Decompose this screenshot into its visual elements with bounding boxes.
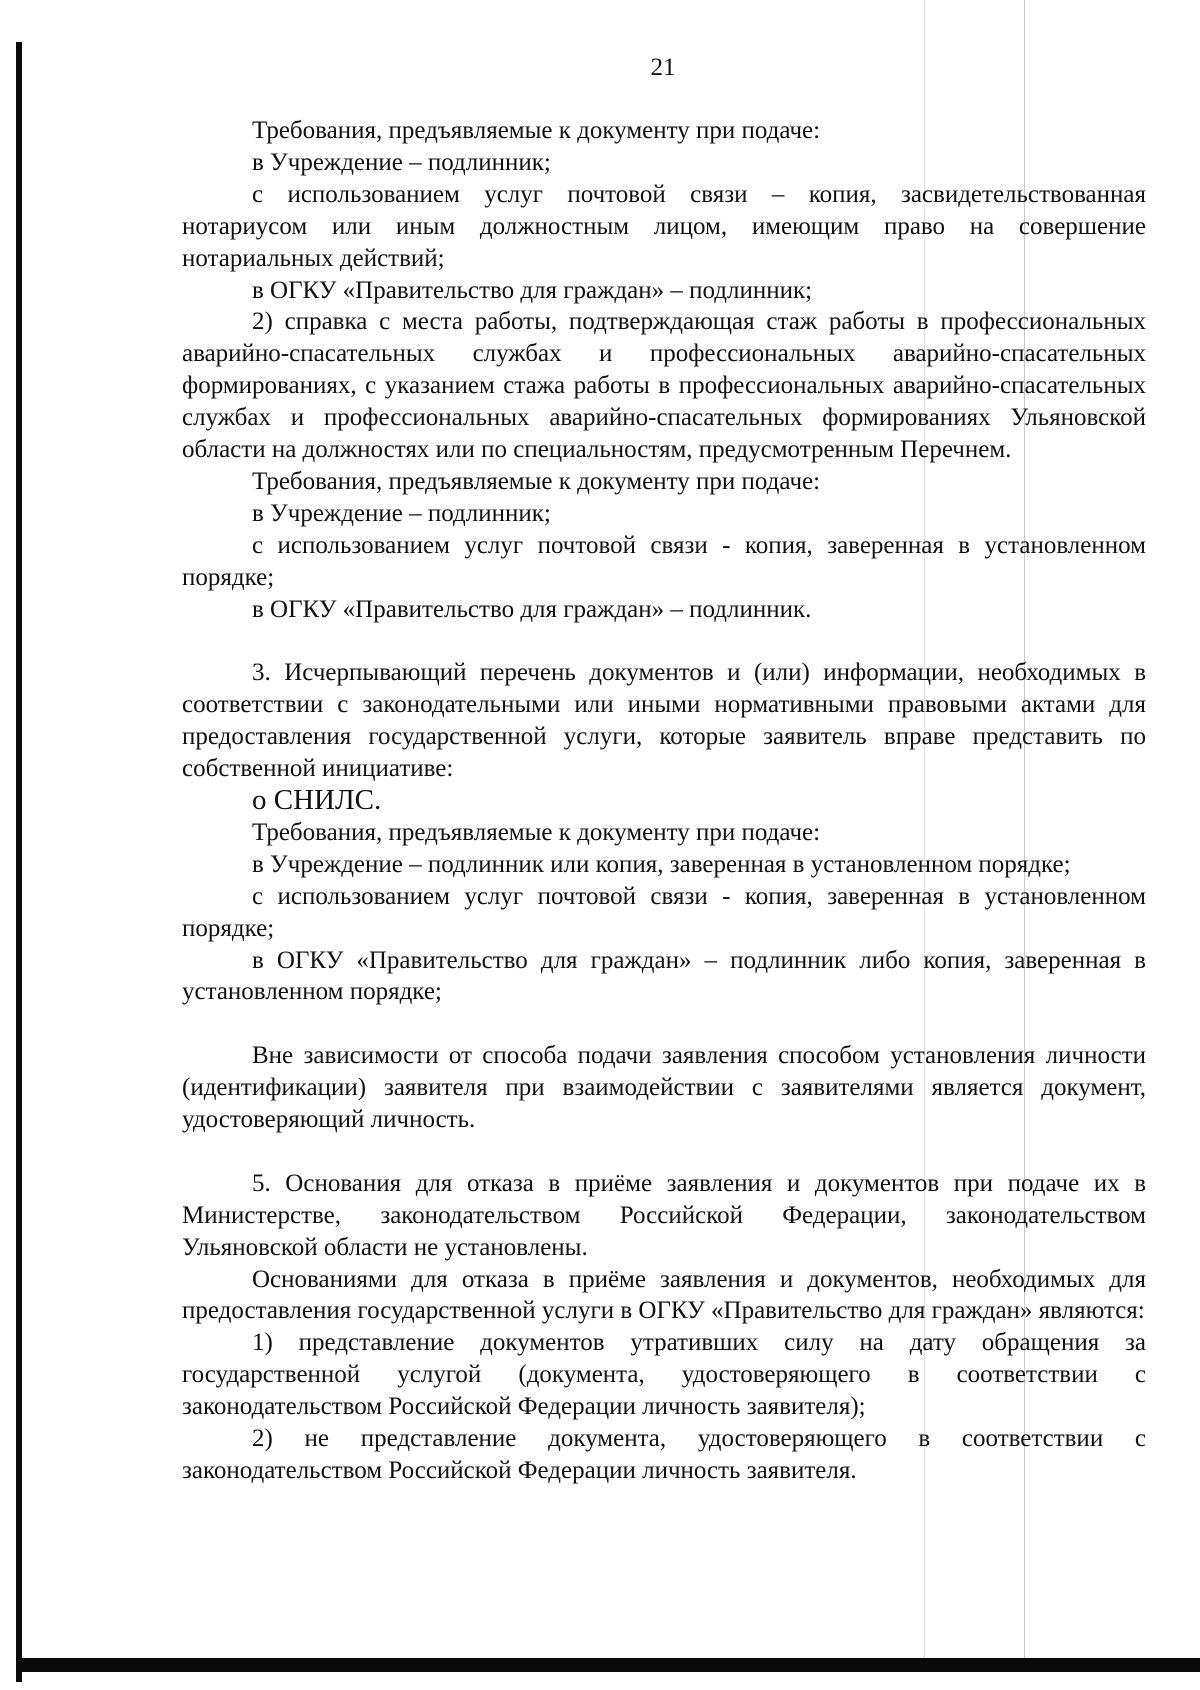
paragraph: с использованием услуг почтовой связи – копия, засвидетельствованная нотариусом или иным должностным лицом, имеющим право на совершение нотариальных действий; [182,180,1146,272]
paragraph: в Учреждение – подлинник; [252,499,551,527]
scan-edge-left [16,42,22,1682]
page-number: 21 [650,54,676,81]
paragraph: 2) не представление документа, удостоверяющего в соответствии с законодательством Российской Федерации личность заявителя. [182,1425,1146,1485]
paragraph: 1) представление документов утративших силу на дату обращения за государственной услугой (документа, удостоверяющего в соответствии с законодательством Российской Федерации личность заявителя); [182,1329,1146,1421]
paragraph: в ОГКУ «Правительство для граждан» – подлинник; [252,276,813,304]
document-body [182,115,1146,1487]
scan-edge-bottom [22,1658,1200,1672]
paragraph: Вне зависимости от способа подачи заявления способом установления личности (идентификации) заявителя при взаимодействии с заявителями является документ, удостоверяющий личность. [182,1042,1146,1134]
paragraph: в Учреждение – подлинник; [252,148,551,176]
paragraph: Основаниями для отказа в приёме заявления и документов, необходимых для предоставления государственной услуги в ОГКУ «Правительство для граждан» являются: [182,1265,1146,1325]
paragraph: Требования, предъявляемые к документу при подаче: [252,818,821,846]
paragraph: 2) справка с места работы, подтверждающая стаж работы в профессиональных аварийно-спасательных службах и профессиональных аварийно-спасательных формированиях, с указанием стажа работы в профессиональных аварийно-спасательных службах и профессиональных аварийно-спасательных формированиях Ульяновской области на должностях или по специальностям, предусмотренным Перечнем. [182,308,1146,464]
snils-item: о СНИЛС. [252,784,382,817]
paragraph: Требования, предъявляемые к документу при подаче: [252,467,821,495]
paragraph: с использованием услуг почтовой связи - копия, заверенная в установленном порядке; [182,531,1146,591]
paragraph: с использованием услуг почтовой связи - копия, заверенная в установленном порядке; [182,882,1146,942]
paragraph: в ОГКУ «Правительство для граждан» – подлинник либо копия, заверенная в установленном порядке; [182,946,1146,1006]
paragraph: в Учреждение – подлинник или копия, заверенная в установленном порядке; [252,850,1071,878]
paragraph: в ОГКУ «Правительство для граждан» – подлинник. [252,595,812,623]
paragraph: Требования, предъявляемые к документу при подаче: [252,117,821,144]
section-heading-3: 3. Исчерпывающий перечень документов и (или) информации, необходимых в соответствии с законодательными или иными нормативными правовыми актами для предоставления государственной услуги, которые заявитель вправе представить по собственной инициативе: [182,659,1146,783]
section-heading-5: 5. Основания для отказа в приёме заявления и документов при подаче их в Министерстве, законодательством Российской Федерации, законодательством Ульяновской области не установлены. [182,1169,1146,1261]
